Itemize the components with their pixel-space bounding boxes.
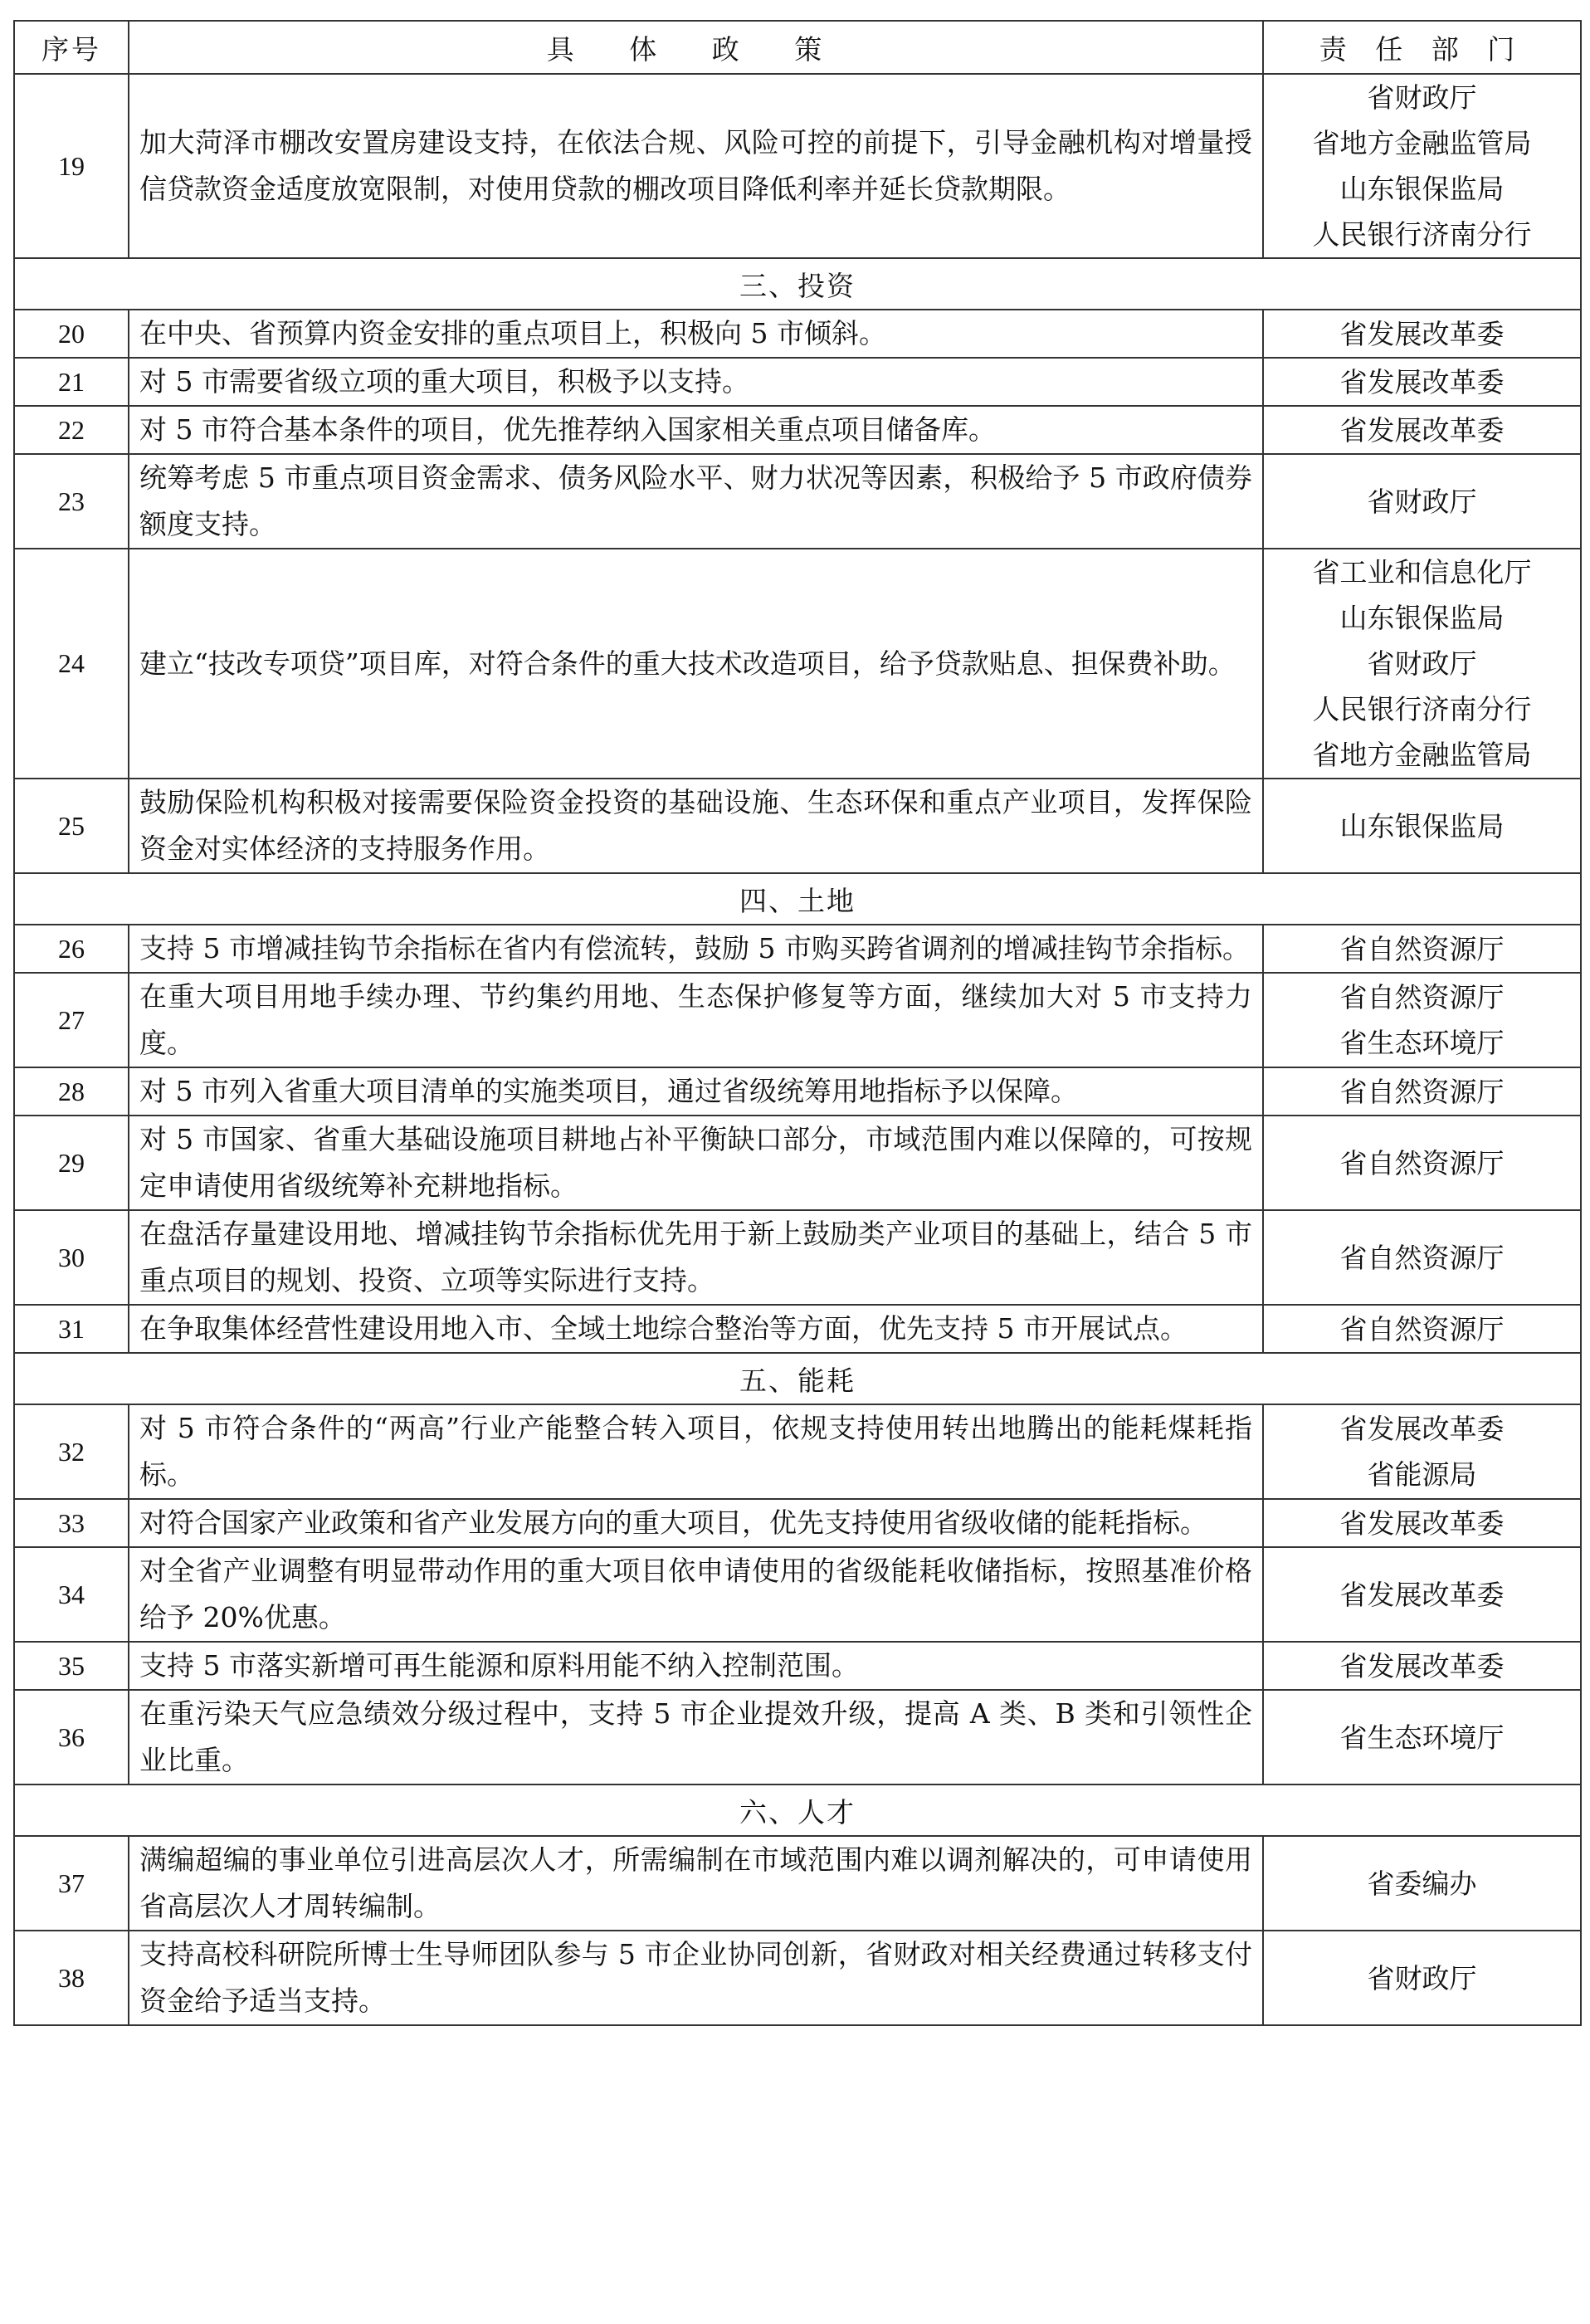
department-name: 省自然资源厅 — [1339, 932, 1505, 965]
responsible-department-cell — [1263, 454, 1581, 549]
responsible-department-cell — [1263, 1499, 1581, 1547]
policy-text: 在盘活存量建设用地、增减挂钩节余指标优先用于新上鼓励类产业项目的基础上，结合 5 市重点项目的规划、投资、立项等实际进行支持。 — [129, 1210, 1263, 1305]
department-name: 山东银保监局 — [1339, 602, 1505, 634]
policy-text: 支持高校科研院所博士生导师团队参与 5 市企业协同创新，省财政对相关经费通过转移支付资金给予适当支持。 — [129, 1931, 1263, 2025]
serial-number: 26 — [14, 925, 129, 973]
responsible-department-cell — [1263, 973, 1581, 1067]
responsible-department-cell — [1263, 406, 1581, 454]
policy-text: 对符合国家产业政策和省产业发展方向的重大项目，优先支持使用省级收储的能耗指标。 — [129, 1499, 1263, 1547]
department-name: 省发展改革委 — [1339, 413, 1505, 447]
serial-number: 31 — [14, 1305, 129, 1353]
serial-number: 21 — [14, 358, 129, 406]
serial-number: 25 — [14, 779, 129, 873]
header-responsible-department — [1263, 21, 1581, 74]
section-title: 五、能耗 — [14, 1353, 1581, 1404]
department-name: 省发展改革委 — [1339, 1578, 1505, 1611]
policy-text: 对 5 市国家、省重大基础设施项目耕地占补平衡缺口部分，市域范围内难以保障的，可按规定申请使用省级统筹补充耕地指标。 — [129, 1116, 1263, 1210]
serial-number: 27 — [14, 973, 129, 1067]
serial-number: 29 — [14, 1116, 129, 1210]
department-name: 省财政厅 — [1367, 647, 1477, 680]
serial-number: 34 — [14, 1547, 129, 1642]
department-name: 省发展改革委 — [1339, 317, 1505, 350]
responsible-department-cell — [1263, 1836, 1581, 1931]
serial-number: 35 — [14, 1642, 129, 1690]
policy-text: 对 5 市需要省级立项的重大项目，积极予以支持。 — [129, 358, 1263, 406]
policy-text: 加大菏泽市棚改安置房建设支持，在依法合规、风险可控的前提下，引导金融机构对增量授信贷款资金适度放宽限制，对使用贷款的棚改项目降低利率并延长贷款期限。 — [129, 74, 1263, 258]
policy-text: 统筹考虑 5 市重点项目资金需求、债务风险水平、财力状况等因素，积极给予 5 市政府债券额度支持。 — [129, 454, 1263, 549]
responsible-department-cell — [1263, 310, 1581, 358]
department-name: 省工业和信息化厅 — [1312, 556, 1532, 588]
department-name: 省发展改革委 — [1339, 1506, 1505, 1540]
policy-text: 鼓励保险机构积极对接需要保险资金投资的基础设施、生态环保和重点产业项目，发挥保险资金对实体经济的支持服务作用。 — [129, 779, 1263, 873]
department-name: 省委编办 — [1367, 1867, 1477, 1900]
department-name: 省发展改革委 — [1339, 1649, 1505, 1682]
table-row — [14, 454, 1581, 549]
department-name: 省自然资源厅 — [1339, 981, 1505, 1013]
responsible-department-cell — [1263, 1931, 1581, 2025]
department-name: 人民银行济南分行 — [1312, 218, 1532, 251]
header-dept-label: 责 任 部 门 — [1319, 32, 1525, 66]
department-name: 省自然资源厅 — [1339, 1075, 1505, 1108]
policy-text: 在重污染天气应急绩效分级过程中，支持 5 市企业提效升级，提高 A 类、B 类和引领性企业比重。 — [129, 1690, 1263, 1784]
table-body — [14, 74, 1581, 2025]
department-name: 省地方金融监管局 — [1312, 127, 1532, 159]
table-row — [14, 1642, 1581, 1690]
table-row — [14, 1931, 1581, 2025]
responsible-department-cell — [1263, 1547, 1581, 1642]
table-row — [14, 925, 1581, 973]
serial-number: 28 — [14, 1067, 129, 1116]
section-heading-row — [14, 873, 1581, 925]
policy-text: 在中央、省预算内资金安排的重点项目上，积极向 5 市倾斜。 — [129, 310, 1263, 358]
department-name: 省地方金融监管局 — [1312, 739, 1532, 771]
header-policy-label: 具 体 政 策 — [546, 32, 846, 66]
department-name: 省能源局 — [1367, 1458, 1477, 1491]
header-specific-policy — [129, 21, 1263, 74]
table-row — [14, 1305, 1581, 1353]
table-row — [14, 549, 1581, 779]
serial-number: 38 — [14, 1931, 129, 2025]
table-row — [14, 973, 1581, 1067]
table-row — [14, 358, 1581, 406]
policy-text: 支持 5 市落实新增可再生能源和原料用能不纳入控制范围。 — [129, 1642, 1263, 1690]
department-name: 省财政厅 — [1367, 485, 1477, 518]
header-row — [14, 21, 1581, 74]
serial-number: 36 — [14, 1690, 129, 1784]
responsible-department-cell — [1263, 549, 1581, 779]
serial-number: 19 — [14, 74, 129, 258]
serial-number: 32 — [14, 1404, 129, 1499]
department-name: 省财政厅 — [1367, 1961, 1477, 1994]
policy-text: 在重大项目用地手续办理、节约集约用地、生态保护修复等方面，继续加大对 5 市支持力度。 — [129, 973, 1263, 1067]
section-heading-row — [14, 258, 1581, 310]
table-row — [14, 1067, 1581, 1116]
header-serial-number: 序号 — [14, 21, 129, 74]
section-title: 四、土地 — [14, 873, 1581, 925]
department-name: 省生态环境厅 — [1339, 1027, 1505, 1059]
serial-number: 20 — [14, 310, 129, 358]
table-row — [14, 1404, 1581, 1499]
responsible-department-cell — [1263, 779, 1581, 873]
responsible-department-cell — [1263, 1305, 1581, 1353]
section-title: 六、人才 — [14, 1784, 1581, 1836]
department-name: 省自然资源厅 — [1339, 1312, 1505, 1345]
serial-number: 30 — [14, 1210, 129, 1305]
table-row — [14, 406, 1581, 454]
table-row — [14, 1499, 1581, 1547]
department-name: 省发展改革委 — [1339, 1413, 1505, 1445]
policy-text: 建立“技改专项贷”项目库，对符合条件的重大技术改造项目，给予贷款贴息、担保费补助。 — [129, 549, 1263, 779]
table-row — [14, 310, 1581, 358]
table-header — [14, 21, 1581, 74]
table-row — [14, 1836, 1581, 1931]
serial-number: 33 — [14, 1499, 129, 1547]
section-heading-row — [14, 1784, 1581, 1836]
table-row — [14, 74, 1581, 258]
table-row — [14, 1210, 1581, 1305]
responsible-department-cell — [1263, 1210, 1581, 1305]
department-name: 省财政厅 — [1367, 81, 1477, 114]
policy-text: 在争取集体经营性建设用地入市、全域土地综合整治等方面，优先支持 5 市开展试点。 — [129, 1305, 1263, 1353]
responsible-department-cell — [1263, 1404, 1581, 1499]
policy-text: 对 5 市符合条件的“两高”行业产能整合转入项目，依规支持使用转出地腾出的能耗煤耗指标。 — [129, 1404, 1263, 1499]
policy-text: 对 5 市符合基本条件的项目，优先推荐纳入国家相关重点项目储备库。 — [129, 406, 1263, 454]
responsible-department-cell — [1263, 1690, 1581, 1784]
policy-text: 支持 5 市增减挂钩节余指标在省内有偿流转，鼓励 5 市购买跨省调剂的增减挂钩节余指标。 — [129, 925, 1263, 973]
department-name: 人民银行济南分行 — [1312, 693, 1532, 725]
policy-text: 对 5 市列入省重大项目清单的实施类项目，通过省级统筹用地指标予以保障。 — [129, 1067, 1263, 1116]
table-row — [14, 1116, 1581, 1210]
serial-number: 22 — [14, 406, 129, 454]
responsible-department-cell — [1263, 1642, 1581, 1690]
section-heading-row — [14, 1353, 1581, 1404]
responsible-department-cell — [1263, 74, 1581, 258]
department-name: 山东银保监局 — [1339, 173, 1505, 205]
policy-text: 对全省产业调整有明显带动作用的重大项目依申请使用的省级能耗收储指标，按照基准价格给予 20%优惠。 — [129, 1547, 1263, 1642]
department-name: 省生态环境厅 — [1339, 1721, 1505, 1754]
department-name: 省自然资源厅 — [1339, 1146, 1505, 1179]
responsible-department-cell — [1263, 358, 1581, 406]
responsible-department-cell — [1263, 1067, 1581, 1116]
responsible-department-cell — [1263, 1116, 1581, 1210]
serial-number: 24 — [14, 549, 129, 779]
policy-table — [13, 20, 1582, 2026]
table-row — [14, 1547, 1581, 1642]
department-name: 省发展改革委 — [1339, 365, 1505, 398]
policy-text: 满编超编的事业单位引进高层次人才，所需编制在市域范围内难以调剂解决的，可申请使用省高层次人才周转编制。 — [129, 1836, 1263, 1931]
section-title: 三、投资 — [14, 258, 1581, 310]
table-row — [14, 779, 1581, 873]
table-row — [14, 1690, 1581, 1784]
serial-number: 23 — [14, 454, 129, 549]
responsible-department-cell — [1263, 925, 1581, 973]
department-name: 省自然资源厅 — [1339, 1241, 1505, 1274]
department-name: 山东银保监局 — [1339, 809, 1505, 842]
serial-number: 37 — [14, 1836, 129, 1931]
